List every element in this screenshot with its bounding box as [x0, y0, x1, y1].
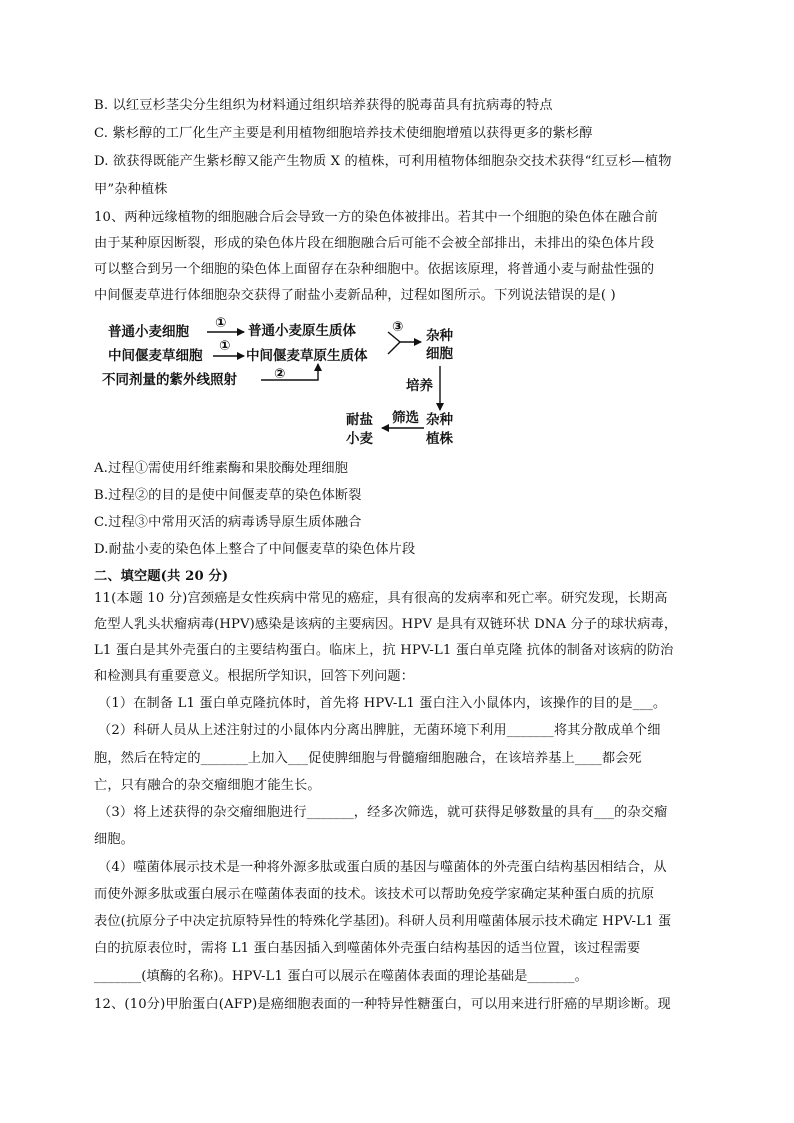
q9-option-d-line1: D. 欲获得既能产生紫杉醇又能产生物质 X 的植株，可利用植物体细胞杂交技术获得“红豆杉—植物 [94, 154, 672, 169]
hybrid-plant-label-2: 植株 [426, 431, 453, 447]
uv-label: 不同剂量的紫外线照射 [102, 372, 237, 388]
q11-sub-line: _______(填酶的名称)。HPV-L1 蛋白可以展示在噬菌体表面的理论基础是_______。 [94, 969, 588, 984]
wheat-cell-label: 普通小麦细胞 [108, 324, 189, 340]
salt-wheat-label-1: 耐盐 [346, 412, 373, 428]
merge-bracket [388, 332, 400, 354]
q11-sub-line: （3）将上述获得的杂交瘤细胞进行_______，经多次筛选，就可获得足够数量的具有___的杂交瘤 [98, 805, 668, 820]
q10-stem-line: 10、两种远缘植物的细胞融合后会导致一方的染色体被排出。若其中一个细胞的染色体在融合前 [94, 210, 658, 225]
salt-wheat-label-2: 小麦 [346, 431, 373, 447]
q11-sub-line: 白的抗原表位时，需将 L1 蛋白基因插入到噬菌体外壳蛋白结构基因的适当位置，该过程需要 [94, 941, 641, 956]
q11-sub-line: 亡，只有融合的杂交瘤细胞才能生长。 [94, 778, 321, 793]
hybrid-plant-label-1: 杂种 [426, 412, 453, 428]
hybrid-cell-label-1: 杂种 [426, 328, 453, 344]
hybridization-flow-diagram [96, 314, 476, 454]
q10-option-a: A.过程①需使用纤维素酶和果胶酶处理细胞 [94, 461, 349, 476]
q11-sub-line: （2）科研人员从上述注射过的小鼠体内分离出脾脏，无菌环境下利用_______将其分散成单个细 [98, 723, 661, 738]
q10-option-c: C.过程③中常用灭活的病毒诱导原生质体融合 [94, 515, 362, 530]
section2-heading: 二、填空题(共 20 分) [94, 569, 229, 584]
q11-stem-line: 11(本题 10 分)宫颈癌是女性疾病中常见的癌症，具有很高的发病率和死亡率。研究发现，长期高 [94, 591, 668, 606]
q10-option-d: D.耐盐小麦的染色体上整合了中间偃麦草的染色体片段 [94, 542, 416, 557]
q11-stem-line: L1 蛋白是其外壳蛋白的主要结构蛋白。临床上，抗 HPV-L1 蛋白单克隆 抗体的制备对该病的防治 [94, 643, 674, 658]
step1-top-marker: ① [215, 315, 227, 331]
step3-marker: ③ [392, 319, 404, 335]
step2-marker: ② [274, 366, 286, 382]
q10-stem-line: 可以整合到另一个细胞的染色体上面留存在杂种细胞中。依据该原理，将普通小麦与耐盐性强的 [94, 262, 655, 277]
q11-sub-line: 表位(抗原分子中决定抗原特异性的特殊化学基团)。科研人员利用噬菌体展示技术确定 HPV-L1 蛋 [94, 914, 672, 929]
culture-label: 培养 [406, 378, 433, 394]
q11-sub-line: （4）噬菌体展示技术是一种将外源多肽或蛋白质的基因与噬菌体的外壳蛋白结构基因相结合，从 [98, 860, 667, 875]
screening-label: 筛选 [392, 410, 419, 426]
q9-option-b: B. 以红豆杉茎尖分生组织为材料通过组织培养获得的脱毒苗具有抗病毒的特点 [94, 98, 553, 113]
q11-sub-line: 胞，然后在特定的_______上加入___促使脾细胞与骨髓瘤细胞融合，在该培养基上____都会死 [94, 751, 642, 766]
hybrid-cell-label-2: 细胞 [426, 346, 453, 362]
step1-bottom-marker: ① [219, 338, 231, 354]
q9-option-c: C. 紫杉醇的工厂化生产主要是利用植物细胞培养技术使细胞增殖以获得更多的紫杉醇 [94, 126, 593, 141]
q9-option-d-line2: 甲”杂种植株 [94, 182, 168, 197]
q11-stem-line: 危型人乳头状瘤病毒(HPV)感染是该病的主要病因。HPV 是具有双链环状 DNA 分子的球状病毒， [94, 617, 678, 632]
wheat-protoplast-label: 普通小麦原生质体 [248, 323, 356, 339]
q11-sub-line: （1）在制备 L1 蛋白单克隆抗体时，首先将 HPV-L1 蛋白注入小鼠体内，该操作的目的是___。 [98, 696, 667, 711]
q11-sub-line: 而使外源多肽或蛋白展示在噬菌体表面的技术。该技术可以帮助免疫学家确定某种蛋白质的抗原 [94, 887, 655, 902]
q10-stem-line: 由于某种原因断裂，形成的染色体片段在细胞融合后可能不会被全部排出，未排出的染色体片段 [94, 236, 655, 251]
grass-protoplast-label: 中间偃麦草原生质体 [246, 348, 368, 364]
q12-stem-line: 12、(10分)甲胎蛋白(AFP)是癌细胞表面的一种特异性糖蛋白，可以用来进行肝癌的早期诊断。现 [94, 997, 671, 1012]
uv-arrow [261, 364, 318, 380]
q10-stem-line: 中间偃麦草进行体细胞杂交获得了耐盐小麦新品种，过程如图所示。下列说法错误的是( ) [94, 288, 616, 303]
q10-option-b: B.过程②的目的是使中间偃麦草的染色体断裂 [94, 488, 362, 503]
q11-sub-line: 细胞。 [94, 832, 135, 847]
q11-stem-line: 和检测具有重要意义。根据所学知识，回答下列问题： [94, 669, 415, 684]
grass-cell-label: 中间偃麦草细胞 [108, 348, 203, 364]
